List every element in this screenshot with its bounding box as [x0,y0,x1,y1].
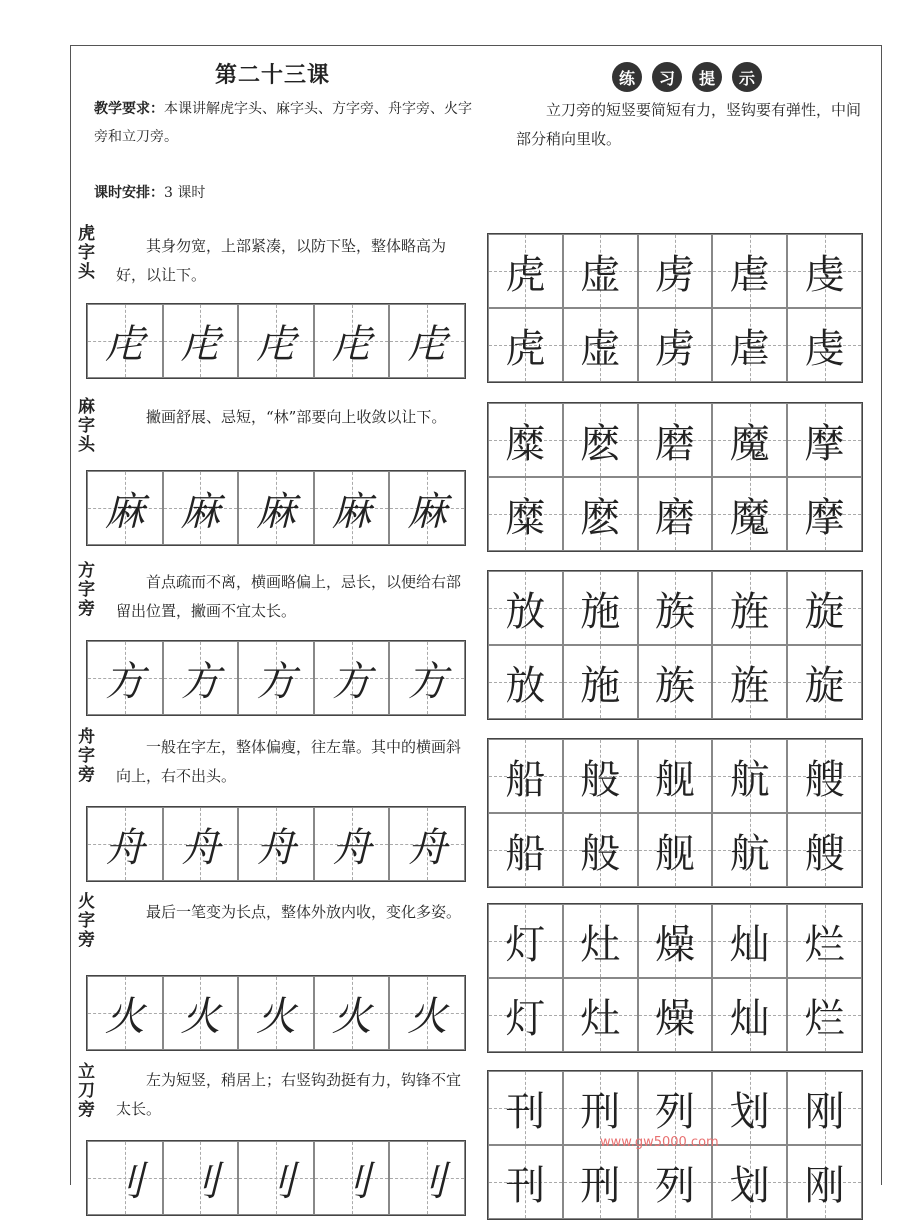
example-character: 虔 [804,251,845,298]
grid-cell [787,904,862,978]
grid-cell [488,308,563,382]
example-character: 舰 [654,756,695,803]
radical-glyph: 火 [255,993,296,1040]
radical-description: 其身勿宽，上部紧凑，以防下坠，整体略高为好，以让下。 [116,237,447,284]
grid-cell [87,1141,163,1215]
watermark: www.gw5000.com [600,1135,719,1150]
practice-tips-text: 立刀旁的短竖要简短有力，竖钩要有弹性，中间部分稍向里收。 [516,101,862,148]
example-character: 艘 [804,756,845,803]
example-character: 磨 [654,420,695,467]
grid-cell [389,471,465,545]
example-character: 放 [505,588,546,635]
radical-glyph: 方 [180,658,221,705]
radical-glyph: 舟 [255,824,296,871]
tip-badge: 提 [692,62,722,92]
radical-glyph: 虍 [104,321,145,368]
radical-glyph: 虍 [331,321,372,368]
requirements-text: 本课讲解虎字头、麻字头、方字旁、舟字旁、火字旁和立刀旁。 [94,101,472,145]
example-character: 灿 [729,995,770,1042]
grid-cell [87,304,163,378]
radical-description: 一般在字左，整体偏瘦，往左靠。其中的横画斜向上，右不出头。 [116,738,462,785]
example-character: 麽 [580,420,621,467]
example-character: 灯 [505,921,546,968]
example-character: 舰 [654,830,695,877]
grid-cell [563,234,638,308]
radical-practice-grid [86,1140,466,1216]
example-character: 虐 [729,325,770,372]
radical-glyph: 方 [331,658,372,705]
example-character: 列 [654,1088,695,1135]
grid-cell [712,308,787,382]
grid-cell [712,904,787,978]
example-character: 旌 [729,662,770,709]
radical-glyph: 刂 [255,1158,296,1205]
radical-description: 首点疏而不离，横画略偏上，忌长，以便给右部留出位置，撇画不宜太长。 [116,573,462,620]
grid-cell [488,477,563,551]
grid-cell [238,1141,314,1215]
example-character: 摩 [804,494,845,541]
example-character: 旌 [729,588,770,635]
teaching-requirements [94,95,474,151]
example-character: 刊 [505,1162,546,1209]
example-character: 灯 [505,995,546,1042]
radical-glyph: 虍 [180,321,221,368]
grid-cell [638,1071,713,1145]
example-character: 糜 [505,494,546,541]
example-character: 旋 [804,588,845,635]
example-character: 魔 [729,420,770,467]
example-character: 虎 [505,251,546,298]
radical-glyph: 方 [407,658,448,705]
grid-cell [787,1071,862,1145]
example-character-grid [487,570,863,720]
example-character: 放 [505,662,546,709]
example-character: 虚 [580,251,621,298]
grid-cell [787,308,862,382]
grid-cell [488,739,563,813]
example-character-grid [487,402,863,552]
example-character: 麽 [580,494,621,541]
grid-cell [787,403,862,477]
radical-glyph: 方 [255,658,296,705]
grid-cell [638,1145,713,1219]
example-character: 刑 [580,1088,621,1135]
grid-cell [563,904,638,978]
grid-cell [488,403,563,477]
radical-glyph: 刂 [180,1158,221,1205]
grid-cell [563,645,638,719]
radical-practice-grid [86,640,466,716]
grid-cell [712,813,787,887]
grid-cell [712,477,787,551]
grid-cell [163,471,239,545]
grid-cell [638,403,713,477]
example-character: 艘 [804,830,845,877]
radical-label: 麻字头 [78,397,95,455]
example-character: 虏 [654,251,695,298]
example-character: 刊 [505,1088,546,1135]
schedule-label: 课时安排： [94,185,164,201]
grid-cell [638,813,713,887]
radical-label: 立刀旁 [78,1062,95,1120]
grid-cell [163,1141,239,1215]
grid-cell [563,1145,638,1219]
grid-cell [563,813,638,887]
grid-cell [314,976,390,1050]
radical-glyph: 刂 [407,1158,448,1205]
grid-cell [712,571,787,645]
grid-cell [638,739,713,813]
example-character: 划 [729,1162,770,1209]
example-character: 磨 [654,494,695,541]
requirements-label: 教学要求： [94,101,164,117]
radical-label: 虎字头 [78,224,95,282]
radical-glyph: 火 [180,993,221,1040]
grid-cell [87,807,163,881]
example-character: 虚 [580,325,621,372]
example-character-grid [487,903,863,1053]
radical-glyph: 方 [104,658,145,705]
grid-cell [314,1141,390,1215]
example-character: 船 [505,830,546,877]
radical-glyph: 火 [407,993,448,1040]
example-character: 虐 [729,251,770,298]
example-character: 灿 [729,921,770,968]
class-schedule [94,182,205,202]
radical-practice-grid [86,303,466,379]
radical-practice-grid [86,470,466,546]
grid-cell [712,1145,787,1219]
grid-cell [563,739,638,813]
grid-cell [638,308,713,382]
grid-cell [787,978,862,1052]
grid-cell [314,471,390,545]
grid-cell [638,645,713,719]
example-character: 施 [580,588,621,635]
radical-description: 撇画舒展、忌短，“林”部要向上收敛以让下。 [146,408,447,426]
grid-cell [314,641,390,715]
grid-cell [787,645,862,719]
grid-cell [389,807,465,881]
example-character: 虎 [505,325,546,372]
grid-cell [712,403,787,477]
grid-cell [638,571,713,645]
example-character: 般 [580,756,621,803]
grid-cell [488,645,563,719]
radical-glyph: 刂 [331,1158,372,1205]
grid-cell [488,1071,563,1145]
radical-label: 方字旁 [78,561,95,619]
grid-cell [638,477,713,551]
radical-glyph: 火 [104,993,145,1040]
example-character: 糜 [505,420,546,467]
grid-cell [488,904,563,978]
grid-cell [389,976,465,1050]
grid-cell [238,471,314,545]
lesson-title: 第二十三课 [215,62,331,88]
radical-glyph: 麻 [180,488,221,535]
example-character: 灶 [580,995,621,1042]
grid-cell [314,304,390,378]
example-character: 航 [729,756,770,803]
grid-cell [563,1071,638,1145]
radical-glyph: 舟 [104,824,145,871]
example-character: 般 [580,830,621,877]
grid-cell [163,976,239,1050]
grid-cell [787,813,862,887]
radical-glyph: 舟 [331,824,372,871]
radical-label: 舟字旁 [78,727,95,785]
grid-cell [638,234,713,308]
grid-cell [314,807,390,881]
example-character: 航 [729,830,770,877]
radical-description: 左为短竖，稍居上；右竖钩劲挺有力，钩锋不宜太长。 [116,1071,462,1118]
radical-glyph: 虍 [407,321,448,368]
radical-description: 最后一笔变为长点，整体外放内收，变化多姿。 [146,903,462,921]
example-character-grid [487,738,863,888]
example-character: 烂 [804,995,845,1042]
grid-cell [787,571,862,645]
grid-cell [389,641,465,715]
grid-cell [638,978,713,1052]
grid-cell [712,739,787,813]
radical-practice-grid [86,975,466,1051]
example-character: 族 [654,588,695,635]
grid-cell [238,976,314,1050]
example-character: 施 [580,662,621,709]
grid-cell [238,304,314,378]
grid-cell [787,477,862,551]
grid-cell [638,904,713,978]
grid-cell [563,308,638,382]
radical-label: 火字旁 [78,892,95,950]
example-character-grid [487,233,863,383]
grid-cell [787,234,862,308]
example-character: 刚 [804,1162,845,1209]
radical-glyph: 虍 [255,321,296,368]
example-character: 摩 [804,420,845,467]
grid-cell [712,1071,787,1145]
grid-cell [488,813,563,887]
example-character: 刑 [580,1162,621,1209]
example-character: 船 [505,756,546,803]
grid-cell [787,1145,862,1219]
tip-badge: 示 [732,62,762,92]
grid-cell [563,477,638,551]
grid-cell [238,641,314,715]
grid-cell [87,976,163,1050]
grid-cell [712,978,787,1052]
radical-glyph: 麻 [407,488,448,535]
grid-cell [787,739,862,813]
radical-glyph: 舟 [407,824,448,871]
grid-cell [563,978,638,1052]
grid-cell [389,304,465,378]
example-character: 魔 [729,494,770,541]
grid-cell [712,645,787,719]
grid-cell [488,571,563,645]
grid-cell [163,304,239,378]
tip-badge: 习 [652,62,682,92]
grid-cell [163,641,239,715]
example-character: 划 [729,1088,770,1135]
grid-cell [238,807,314,881]
schedule-text: 3 课时 [164,185,206,201]
grid-cell [563,403,638,477]
example-character: 刚 [804,1088,845,1135]
grid-cell [488,234,563,308]
example-character: 虔 [804,325,845,372]
radical-glyph: 刂 [104,1158,145,1205]
radical-glyph: 麻 [104,488,145,535]
grid-cell [389,1141,465,1215]
grid-cell [563,571,638,645]
example-character: 燥 [654,995,695,1042]
radical-glyph: 麻 [331,488,372,535]
grid-cell [163,807,239,881]
example-character: 灶 [580,921,621,968]
practice-tips-badges [612,62,762,92]
radical-practice-grid [86,806,466,882]
radical-glyph: 火 [331,993,372,1040]
example-character: 烂 [804,921,845,968]
grid-cell [712,234,787,308]
example-character: 虏 [654,325,695,372]
example-character: 旋 [804,662,845,709]
example-character: 列 [654,1162,695,1209]
grid-cell [87,641,163,715]
grid-cell [488,978,563,1052]
grid-cell [488,1145,563,1219]
radical-glyph: 麻 [255,488,296,535]
grid-cell [87,471,163,545]
example-character: 燥 [654,921,695,968]
tip-badge: 练 [612,62,642,92]
example-character: 族 [654,662,695,709]
radical-glyph: 舟 [180,824,221,871]
